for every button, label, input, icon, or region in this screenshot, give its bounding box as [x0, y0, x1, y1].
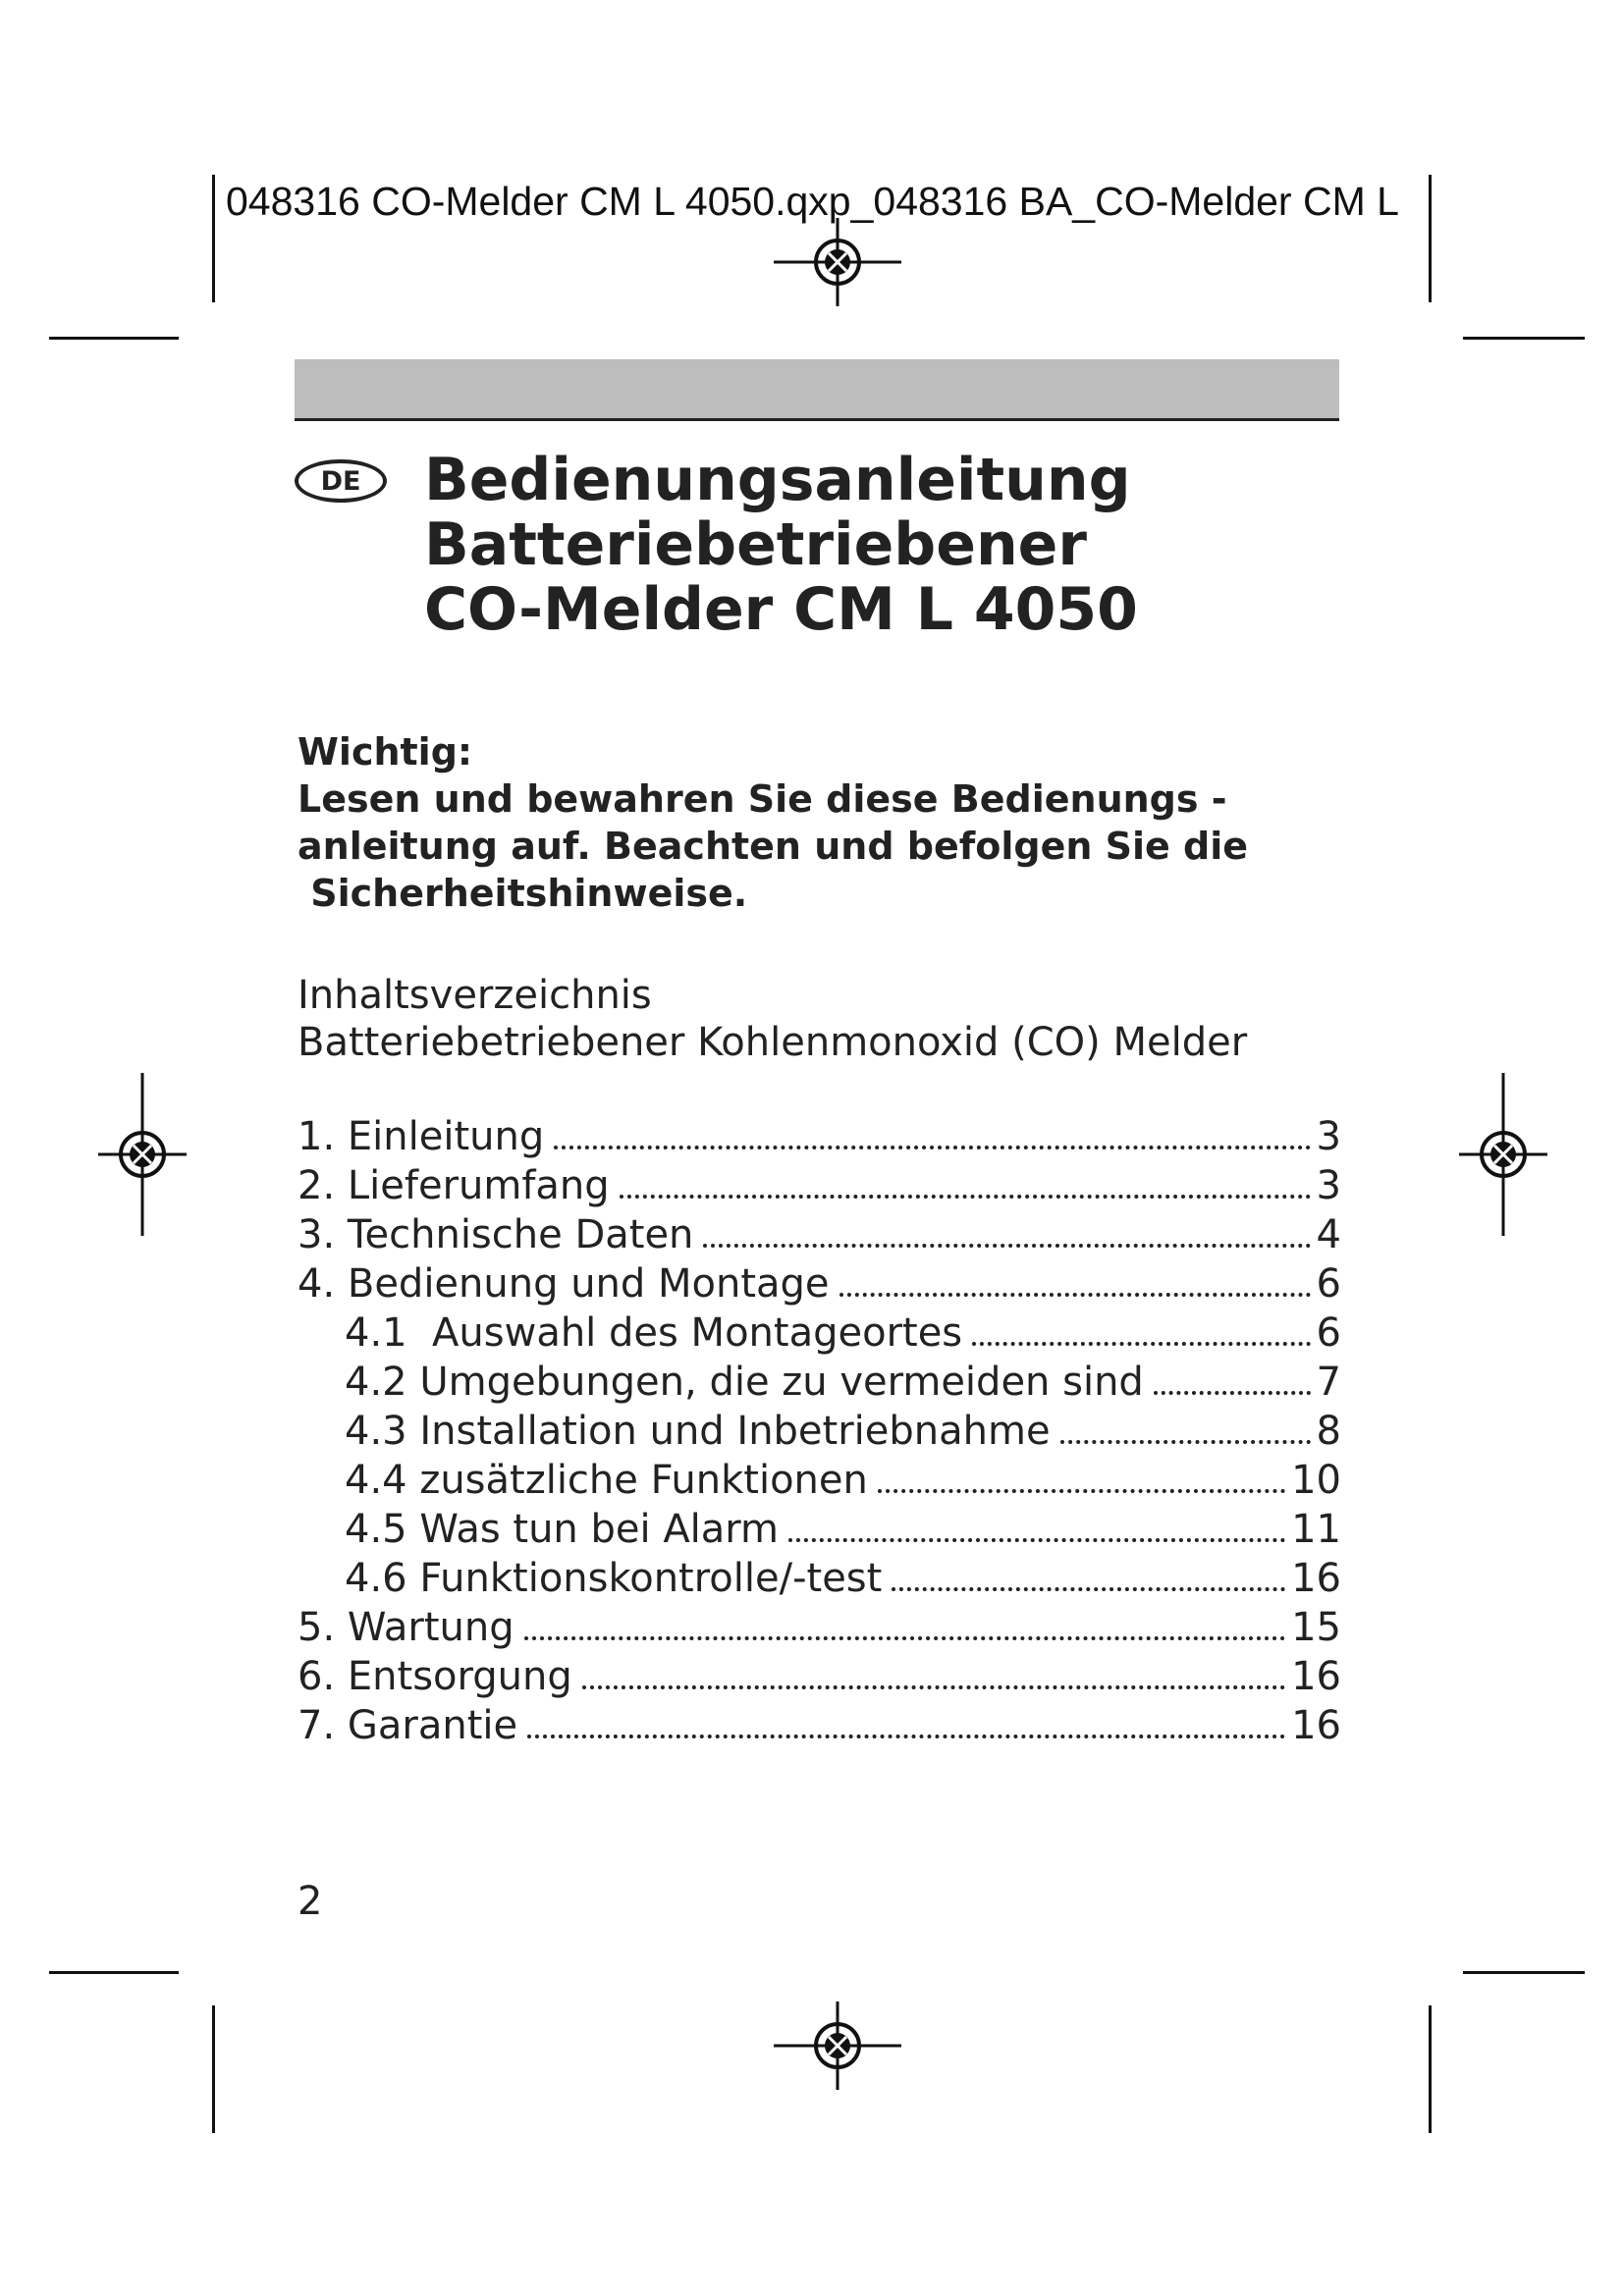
toc-leader-dots [582, 1685, 1285, 1689]
toc-entry-page: 10 [1291, 1458, 1341, 1503]
toc-entry-label: 4. Bedienung und Montage [298, 1261, 830, 1307]
toc-leader-dots [878, 1489, 1285, 1493]
toc-entry [298, 1654, 1341, 1703]
toc-entry [298, 1261, 1341, 1310]
toc-entry-label: 2. Lieferumfang [298, 1163, 610, 1208]
toc-subentry [298, 1556, 1341, 1605]
toc-entry-page: 7 [1316, 1360, 1341, 1405]
toc-entry [298, 1703, 1341, 1752]
toc-entry-page: 16 [1291, 1654, 1341, 1699]
crop-mark-top-right-vertical [1429, 175, 1432, 302]
toc-subentry [298, 1507, 1341, 1556]
toc-entry-label: 7. Garantie [298, 1703, 518, 1748]
important-notice [298, 728, 1248, 917]
toc-leader-dots [892, 1587, 1285, 1591]
toc-leader-dots [788, 1538, 1285, 1542]
important-label: Wichtig: [298, 730, 473, 774]
toc-leader-dots [1154, 1391, 1311, 1395]
toc-entry-label: 5. Wartung [298, 1605, 514, 1650]
toc-entry-page: 6 [1316, 1261, 1341, 1307]
toc-heading [298, 972, 1247, 1066]
toc-entry [298, 1605, 1341, 1654]
toc-entry-label: 4.6 Funktionskontrolle/-test [345, 1556, 883, 1601]
toc-leader-dots [527, 1735, 1285, 1738]
toc-subentry [298, 1409, 1341, 1458]
toc-entry [298, 1114, 1341, 1163]
toc-leader-dots [1060, 1440, 1311, 1444]
toc-entry-label: 4.3 Installation und Inbetriebnahme [345, 1409, 1051, 1454]
table-of-contents [298, 1114, 1341, 1752]
document-title [424, 448, 1138, 642]
toc-title: Inhaltsverzeichnis [298, 973, 652, 1018]
important-text-line: Sicherheitshinweise. [298, 872, 748, 915]
toc-entry-label: 4.2 Umgebungen, die zu vermeiden sind [345, 1360, 1144, 1405]
toc-subtitle: Batteriebetriebener Kohlenmonoxid (CO) Melder [298, 1020, 1248, 1065]
toc-entry-page: 11 [1291, 1507, 1341, 1552]
crop-mark-top-left-vertical [212, 175, 215, 302]
toc-leader-dots [972, 1342, 1310, 1346]
toc-entry [298, 1212, 1341, 1261]
toc-entry-page: 15 [1291, 1605, 1341, 1650]
crop-mark-top-left-horizontal [49, 337, 179, 340]
toc-entry-page: 16 [1291, 1703, 1341, 1748]
title-line: CO-Melder CM L 4050 [424, 575, 1138, 644]
toc-leader-dots [554, 1146, 1310, 1149]
registration-mark-left-icon [98, 1073, 187, 1236]
toc-entry-label: 4.4 zusätzliche Funktionen [345, 1458, 868, 1503]
important-text-line: anleitung auf. Beachten und befolgen Sie die [298, 825, 1249, 868]
registration-mark-bottom-icon [774, 2002, 901, 2090]
important-text-line: Lesen und bewahren Sie diese Bedienungs - [298, 777, 1227, 821]
crop-mark-bottom-left-vertical [212, 2005, 215, 2133]
print-file-header: 048316 CO-Melder CM L 4050.qxp_048316 BA_CO-Melder CM L [226, 179, 1399, 224]
language-badge: DE [295, 459, 387, 503]
toc-entry-page: 4 [1316, 1212, 1341, 1257]
toc-subentry [298, 1360, 1341, 1409]
toc-entry-label: 6. Entsorgung [298, 1654, 572, 1699]
crop-mark-bottom-right-vertical [1429, 2005, 1432, 2133]
toc-entry-page: 3 [1316, 1114, 1341, 1159]
crop-mark-bottom-right-horizontal [1463, 1971, 1585, 1974]
section-header-bar [295, 359, 1339, 421]
toc-entry [298, 1163, 1341, 1212]
title-line: Bedienungsanleitung [424, 446, 1131, 514]
toc-entry-page: 3 [1316, 1163, 1341, 1208]
crop-mark-bottom-left-horizontal [49, 1971, 179, 1974]
toc-entry-page: 6 [1316, 1310, 1341, 1356]
title-line: Batteriebetriebener [424, 510, 1087, 579]
registration-mark-right-icon [1459, 1073, 1547, 1236]
toc-leader-dots [703, 1244, 1310, 1248]
toc-leader-dots [524, 1636, 1285, 1640]
toc-subentry [298, 1458, 1341, 1507]
toc-entry-label: 1. Einleitung [298, 1114, 545, 1159]
registration-mark-top-icon [774, 218, 901, 306]
toc-entry-label: 4.5 Was tun bei Alarm [345, 1507, 780, 1552]
toc-subentry [298, 1310, 1341, 1360]
toc-leader-dots [620, 1195, 1311, 1199]
toc-entry-label: 3. Technische Daten [298, 1212, 694, 1257]
toc-entry-page: 16 [1291, 1556, 1341, 1601]
page-number: 2 [298, 1879, 323, 1924]
toc-entry-page: 8 [1316, 1409, 1341, 1454]
crop-mark-top-right-horizontal [1463, 337, 1585, 340]
toc-entry-label: 4.1 Auswahl des Montageortes [345, 1310, 963, 1356]
toc-leader-dots [839, 1293, 1311, 1297]
